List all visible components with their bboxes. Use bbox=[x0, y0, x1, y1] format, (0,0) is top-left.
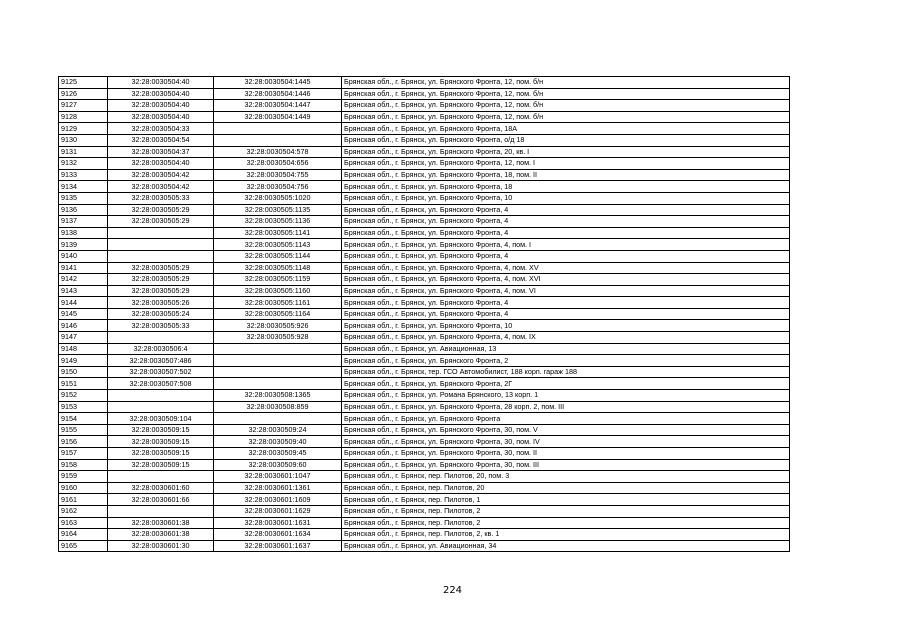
parcel-cadastral-number-cell bbox=[108, 401, 214, 413]
parcel-cadastral-number-cell bbox=[108, 250, 214, 262]
object-cadastral-number-cell: 32:28:0030509:24 bbox=[214, 424, 342, 436]
row-number-cell: 9148 bbox=[59, 343, 108, 355]
address-cell: Брянская обл., г. Брянск, ул. Брянского Фронта, 4, пом. XV bbox=[342, 262, 790, 274]
parcel-cadastral-number-cell: 32:28:0030601:30 bbox=[108, 540, 214, 552]
address-cell: Брянская обл., г. Брянск, ул. Авиационная, 34 bbox=[342, 540, 790, 552]
address-cell: Брянская обл., г. Брянск, ул. Брянского Фронта, 10 bbox=[342, 192, 790, 204]
row-number-cell: 9144 bbox=[59, 297, 108, 309]
parcel-cadastral-number-cell: 32:28:0030504:40 bbox=[108, 111, 214, 123]
row-number-cell: 9155 bbox=[59, 424, 108, 436]
object-cadastral-number-cell: 32:28:0030508:1365 bbox=[214, 390, 342, 402]
parcel-cadastral-number-cell: 32:28:0030509:15 bbox=[108, 436, 214, 448]
table-row bbox=[59, 134, 790, 146]
row-number-cell: 9151 bbox=[59, 378, 108, 390]
object-cadastral-number-cell: 32:28:0030505:1143 bbox=[214, 239, 342, 251]
address-cell: Брянская обл., г. Брянск, ул. Брянского Фронта, 28 корп. 2, пом. III bbox=[342, 401, 790, 413]
table-row bbox=[59, 88, 790, 100]
table-row bbox=[59, 274, 790, 286]
row-number-cell: 9145 bbox=[59, 308, 108, 320]
object-cadastral-number-cell: 32:28:0030508:859 bbox=[214, 401, 342, 413]
object-cadastral-number-cell bbox=[214, 355, 342, 367]
table-row bbox=[59, 320, 790, 332]
table-row bbox=[59, 332, 790, 344]
object-cadastral-number-cell: 32:28:0030504:755 bbox=[214, 169, 342, 181]
object-cadastral-number-cell: 32:28:0030601:1634 bbox=[214, 529, 342, 541]
address-cell: Брянская обл., г. Брянск, ул. Брянского Фронта bbox=[342, 413, 790, 425]
row-number-cell: 9142 bbox=[59, 274, 108, 286]
object-cadastral-number-cell bbox=[214, 378, 342, 390]
table-row bbox=[59, 424, 790, 436]
address-cell: Брянская обл., г. Брянск, тер. ГСО Автомобилист, 188 корп. гараж 188 bbox=[342, 366, 790, 378]
address-cell: Брянская обл., г. Брянск, ул. Брянского Фронта, 4, пом. VI bbox=[342, 285, 790, 297]
row-number-cell: 9158 bbox=[59, 459, 108, 471]
table-row bbox=[59, 366, 790, 378]
object-cadastral-number-cell: 32:28:0030505:1141 bbox=[214, 227, 342, 239]
object-cadastral-number-cell: 32:28:0030505:1144 bbox=[214, 250, 342, 262]
row-number-cell: 9161 bbox=[59, 494, 108, 506]
object-cadastral-number-cell: 32:28:0030601:1637 bbox=[214, 540, 342, 552]
parcel-cadastral-number-cell bbox=[108, 332, 214, 344]
row-number-cell: 9137 bbox=[59, 216, 108, 228]
parcel-cadastral-number-cell bbox=[108, 505, 214, 517]
table-row bbox=[59, 158, 790, 170]
object-cadastral-number-cell: 32:28:0030505:1148 bbox=[214, 262, 342, 274]
table-row bbox=[59, 146, 790, 158]
object-cadastral-number-cell: 32:28:0030601:1361 bbox=[214, 482, 342, 494]
parcel-cadastral-number-cell: 32:28:0030504:37 bbox=[108, 146, 214, 158]
object-cadastral-number-cell: 32:28:0030505:928 bbox=[214, 332, 342, 344]
row-number-cell: 9146 bbox=[59, 320, 108, 332]
parcel-cadastral-number-cell: 32:28:0030507:508 bbox=[108, 378, 214, 390]
object-cadastral-number-cell: 32:28:0030601:1047 bbox=[214, 471, 342, 483]
row-number-cell: 9131 bbox=[59, 146, 108, 158]
parcel-cadastral-number-cell: 32:28:0030504:40 bbox=[108, 100, 214, 112]
parcel-cadastral-number-cell: 32:28:0030504:42 bbox=[108, 169, 214, 181]
row-number-cell: 9127 bbox=[59, 100, 108, 112]
parcel-cadastral-number-cell: 32:28:0030507:502 bbox=[108, 366, 214, 378]
object-cadastral-number-cell bbox=[214, 413, 342, 425]
object-cadastral-number-cell: 32:28:0030601:1609 bbox=[214, 494, 342, 506]
page-number: 224 bbox=[442, 585, 463, 596]
object-cadastral-number-cell: 32:28:0030504:1445 bbox=[214, 77, 342, 89]
row-number-cell: 9149 bbox=[59, 355, 108, 367]
parcel-cadastral-number-cell: 32:28:0030601:38 bbox=[108, 517, 214, 529]
parcel-cadastral-number-cell: 32:28:0030509:15 bbox=[108, 424, 214, 436]
table-row bbox=[59, 181, 790, 193]
address-cell: Брянская обл., г. Брянск, ул. Брянского Фронта, 2Г bbox=[342, 378, 790, 390]
row-number-cell: 9132 bbox=[59, 158, 108, 170]
parcel-cadastral-number-cell bbox=[108, 239, 214, 251]
row-number-cell: 9141 bbox=[59, 262, 108, 274]
address-cell: Брянская обл., г. Брянск, пер. Пилотов, 2, кв. 1 bbox=[342, 529, 790, 541]
table-row bbox=[59, 529, 790, 541]
address-cell: Брянская обл., г. Брянск, ул. Брянского Фронта, 12, пом. б/н bbox=[342, 100, 790, 112]
row-number-cell: 9126 bbox=[59, 88, 108, 100]
object-cadastral-number-cell: 32:28:0030504:756 bbox=[214, 181, 342, 193]
row-number-cell: 9156 bbox=[59, 436, 108, 448]
row-number-cell: 9160 bbox=[59, 482, 108, 494]
object-cadastral-number-cell: 32:28:0030509:45 bbox=[214, 448, 342, 460]
table-row bbox=[59, 471, 790, 483]
parcel-cadastral-number-cell: 32:28:0030504:40 bbox=[108, 88, 214, 100]
address-cell: Брянская обл., г. Брянск, ул. Брянского Фронта, 18, пом. II bbox=[342, 169, 790, 181]
address-cell: Брянская обл., г. Брянск, ул. Брянского Фронта, 4 bbox=[342, 216, 790, 228]
table-row bbox=[59, 401, 790, 413]
table-row bbox=[59, 390, 790, 402]
table-row bbox=[59, 436, 790, 448]
parcel-cadastral-number-cell: 32:28:0030601:60 bbox=[108, 482, 214, 494]
parcel-cadastral-number-cell bbox=[108, 227, 214, 239]
address-cell: Брянская обл., г. Брянск, ул. Романа Брянского, 13 корп. 1 bbox=[342, 390, 790, 402]
row-number-cell: 9138 bbox=[59, 227, 108, 239]
row-number-cell: 9152 bbox=[59, 390, 108, 402]
table-row bbox=[59, 494, 790, 506]
address-cell: Брянская обл., г. Брянск, ул. Брянского Фронта, 12, пом. б/н bbox=[342, 111, 790, 123]
parcel-cadastral-number-cell: 32:28:0030504:40 bbox=[108, 77, 214, 89]
parcel-cadastral-number-cell: 32:28:0030504:42 bbox=[108, 181, 214, 193]
row-number-cell: 9136 bbox=[59, 204, 108, 216]
row-number-cell: 9147 bbox=[59, 332, 108, 344]
object-cadastral-number-cell: 32:28:0030505:1159 bbox=[214, 274, 342, 286]
row-number-cell: 9162 bbox=[59, 505, 108, 517]
table-row bbox=[59, 204, 790, 216]
table-row bbox=[59, 517, 790, 529]
parcel-cadastral-number-cell: 32:28:0030507:486 bbox=[108, 355, 214, 367]
parcel-cadastral-number-cell: 32:28:0030601:38 bbox=[108, 529, 214, 541]
table-row bbox=[59, 192, 790, 204]
address-cell: Брянская обл., г. Брянск, ул. Брянского Фронта, 4, пом. XVI bbox=[342, 274, 790, 286]
table-row bbox=[59, 378, 790, 390]
address-cell: Брянская обл., г. Брянск, ул. Брянского Фронта, 4 bbox=[342, 308, 790, 320]
object-cadastral-number-cell: 32:28:0030505:1135 bbox=[214, 204, 342, 216]
address-cell: Брянская обл., г. Брянск, ул. Брянского Фронта, 30, пом. V bbox=[342, 424, 790, 436]
parcel-cadastral-number-cell: 32:28:0030505:24 bbox=[108, 308, 214, 320]
address-cell: Брянская обл., г. Брянск, пер. Пилотов, 1 bbox=[342, 494, 790, 506]
row-number-cell: 9134 bbox=[59, 181, 108, 193]
address-cell: Брянская обл., г. Брянск, ул. Брянского Фронта, 4 bbox=[342, 297, 790, 309]
object-cadastral-number-cell: 32:28:0030504:1447 bbox=[214, 100, 342, 112]
address-cell: Брянская обл., г. Брянск, ул. Брянского Фронта, 4 bbox=[342, 250, 790, 262]
address-cell: Брянская обл., г. Брянск, ул. Брянского Фронта, 30, пом. IV bbox=[342, 436, 790, 448]
parcel-cadastral-number-cell: 32:28:0030504:33 bbox=[108, 123, 214, 135]
table-row bbox=[59, 413, 790, 425]
object-cadastral-number-cell: 32:28:0030504:578 bbox=[214, 146, 342, 158]
table-row bbox=[59, 459, 790, 471]
address-cell: Брянская обл., г. Брянск, ул. Брянского Фронта, 10 bbox=[342, 320, 790, 332]
parcel-cadastral-number-cell: 32:28:0030509:15 bbox=[108, 448, 214, 460]
table-row bbox=[59, 216, 790, 228]
parcel-cadastral-number-cell: 32:28:0030505:33 bbox=[108, 192, 214, 204]
object-cadastral-number-cell: 32:28:0030505:1160 bbox=[214, 285, 342, 297]
address-cell: Брянская обл., г. Брянск, пер. Пилотов, 20, пом. 3 bbox=[342, 471, 790, 483]
object-cadastral-number-cell: 32:28:0030505:1164 bbox=[214, 308, 342, 320]
table-body bbox=[59, 77, 790, 552]
address-cell: Брянская обл., г. Брянск, ул. Брянского Фронта, 18 bbox=[342, 181, 790, 193]
table-row bbox=[59, 123, 790, 135]
address-cell: Брянская обл., г. Брянск, ул. Брянского Фронта, 20, кв. I bbox=[342, 146, 790, 158]
parcel-cadastral-number-cell: 32:28:0030506:4 bbox=[108, 343, 214, 355]
row-number-cell: 9133 bbox=[59, 169, 108, 181]
row-number-cell: 9130 bbox=[59, 134, 108, 146]
table-row bbox=[59, 355, 790, 367]
object-cadastral-number-cell bbox=[214, 343, 342, 355]
parcel-cadastral-number-cell: 32:28:0030504:40 bbox=[108, 158, 214, 170]
row-number-cell: 9153 bbox=[59, 401, 108, 413]
parcel-cadastral-number-cell: 32:28:0030509:15 bbox=[108, 459, 214, 471]
table-row bbox=[59, 448, 790, 460]
address-cell: Брянская обл., г. Брянск, ул. Брянского Фронта, 4, пом. I bbox=[342, 239, 790, 251]
object-cadastral-number-cell bbox=[214, 134, 342, 146]
address-cell: Брянская обл., г. Брянск, ул. Брянского Фронта, 30, пом. III bbox=[342, 459, 790, 471]
address-cell: Брянская обл., г. Брянск, пер. Пилотов, 2 bbox=[342, 517, 790, 529]
object-cadastral-number-cell: 32:28:0030504:656 bbox=[214, 158, 342, 170]
table-row bbox=[59, 227, 790, 239]
row-number-cell: 9128 bbox=[59, 111, 108, 123]
object-cadastral-number-cell: 32:28:0030505:1161 bbox=[214, 297, 342, 309]
table-row bbox=[59, 169, 790, 181]
object-cadastral-number-cell: 32:28:0030505:1020 bbox=[214, 192, 342, 204]
address-cell: Брянская обл., г. Брянск, ул. Брянского Фронта, 12, пом. б/н bbox=[342, 77, 790, 89]
parcel-cadastral-number-cell: 32:28:0030509:104 bbox=[108, 413, 214, 425]
table-row bbox=[59, 540, 790, 552]
address-cell: Брянская обл., г. Брянск, ул. Брянского Фронта, 4 bbox=[342, 227, 790, 239]
table-row bbox=[59, 505, 790, 517]
address-cell: Брянская обл., г. Брянск, ул. Брянского Фронта, 2 bbox=[342, 355, 790, 367]
table-row bbox=[59, 308, 790, 320]
row-number-cell: 9135 bbox=[59, 192, 108, 204]
object-cadastral-number-cell: 32:28:0030601:1631 bbox=[214, 517, 342, 529]
object-cadastral-number-cell: 32:28:0030601:1629 bbox=[214, 505, 342, 517]
table-row bbox=[59, 343, 790, 355]
table-row bbox=[59, 100, 790, 112]
object-cadastral-number-cell: 32:28:0030509:60 bbox=[214, 459, 342, 471]
table-row bbox=[59, 482, 790, 494]
address-cell: Брянская обл., г. Брянск, ул. Брянского Фронта, 12, пом. I bbox=[342, 158, 790, 170]
object-cadastral-number-cell: 32:28:0030505:926 bbox=[214, 320, 342, 332]
row-number-cell: 9159 bbox=[59, 471, 108, 483]
address-cell: Брянская обл., г. Брянск, ул. Брянского Фронта, 18А bbox=[342, 123, 790, 135]
row-number-cell: 9154 bbox=[59, 413, 108, 425]
row-number-cell: 9163 bbox=[59, 517, 108, 529]
table-row bbox=[59, 285, 790, 297]
row-number-cell: 9140 bbox=[59, 250, 108, 262]
table-row bbox=[59, 262, 790, 274]
object-cadastral-number-cell bbox=[214, 123, 342, 135]
row-number-cell: 9143 bbox=[59, 285, 108, 297]
row-number-cell: 9129 bbox=[59, 123, 108, 135]
address-cell: Брянская обл., г. Брянск, ул. Авиационная, 13 bbox=[342, 343, 790, 355]
parcel-cadastral-number-cell: 32:28:0030505:29 bbox=[108, 274, 214, 286]
address-cell: Брянская обл., г. Брянск, ул. Брянского Фронта, 4, пом. IX bbox=[342, 332, 790, 344]
row-number-cell: 9150 bbox=[59, 366, 108, 378]
cadastral-table bbox=[58, 76, 790, 552]
parcel-cadastral-number-cell: 32:28:0030505:29 bbox=[108, 204, 214, 216]
object-cadastral-number-cell: 32:28:0030505:1136 bbox=[214, 216, 342, 228]
table-row bbox=[59, 77, 790, 89]
object-cadastral-number-cell: 32:28:0030504:1449 bbox=[214, 111, 342, 123]
parcel-cadastral-number-cell: 32:28:0030505:29 bbox=[108, 285, 214, 297]
object-cadastral-number-cell bbox=[214, 366, 342, 378]
address-cell: Брянская обл., г. Брянск, ул. Брянского Фронта, 12, пом. б/н bbox=[342, 88, 790, 100]
object-cadastral-number-cell: 32:28:0030504:1446 bbox=[214, 88, 342, 100]
row-number-cell: 9157 bbox=[59, 448, 108, 460]
address-cell: Брянская обл., г. Брянск, пер. Пилотов, 20 bbox=[342, 482, 790, 494]
table-row bbox=[59, 239, 790, 251]
parcel-cadastral-number-cell: 32:28:0030601:66 bbox=[108, 494, 214, 506]
row-number-cell: 9125 bbox=[59, 77, 108, 89]
object-cadastral-number-cell: 32:28:0030509:40 bbox=[214, 436, 342, 448]
parcel-cadastral-number-cell: 32:28:0030505:26 bbox=[108, 297, 214, 309]
address-cell: Брянская обл., г. Брянск, ул. Брянского Фронта, 30, пом. II bbox=[342, 448, 790, 460]
parcel-cadastral-number-cell bbox=[108, 471, 214, 483]
address-cell: Брянская обл., г. Брянск, ул. Брянского Фронта, 4 bbox=[342, 204, 790, 216]
parcel-cadastral-number-cell: 32:28:0030505:29 bbox=[108, 216, 214, 228]
row-number-cell: 9165 bbox=[59, 540, 108, 552]
parcel-cadastral-number-cell bbox=[108, 390, 214, 402]
row-number-cell: 9164 bbox=[59, 529, 108, 541]
parcel-cadastral-number-cell: 32:28:0030505:33 bbox=[108, 320, 214, 332]
parcel-cadastral-number-cell: 32:28:0030505:29 bbox=[108, 262, 214, 274]
table-row bbox=[59, 111, 790, 123]
parcel-cadastral-number-cell: 32:28:0030504:54 bbox=[108, 134, 214, 146]
table-row bbox=[59, 250, 790, 262]
address-cell: Брянская обл., г. Брянск, ул. Брянского Фронта, о/д 18 bbox=[342, 134, 790, 146]
address-cell: Брянская обл., г. Брянск, пер. Пилотов, 2 bbox=[342, 505, 790, 517]
table-row bbox=[59, 297, 790, 309]
row-number-cell: 9139 bbox=[59, 239, 108, 251]
